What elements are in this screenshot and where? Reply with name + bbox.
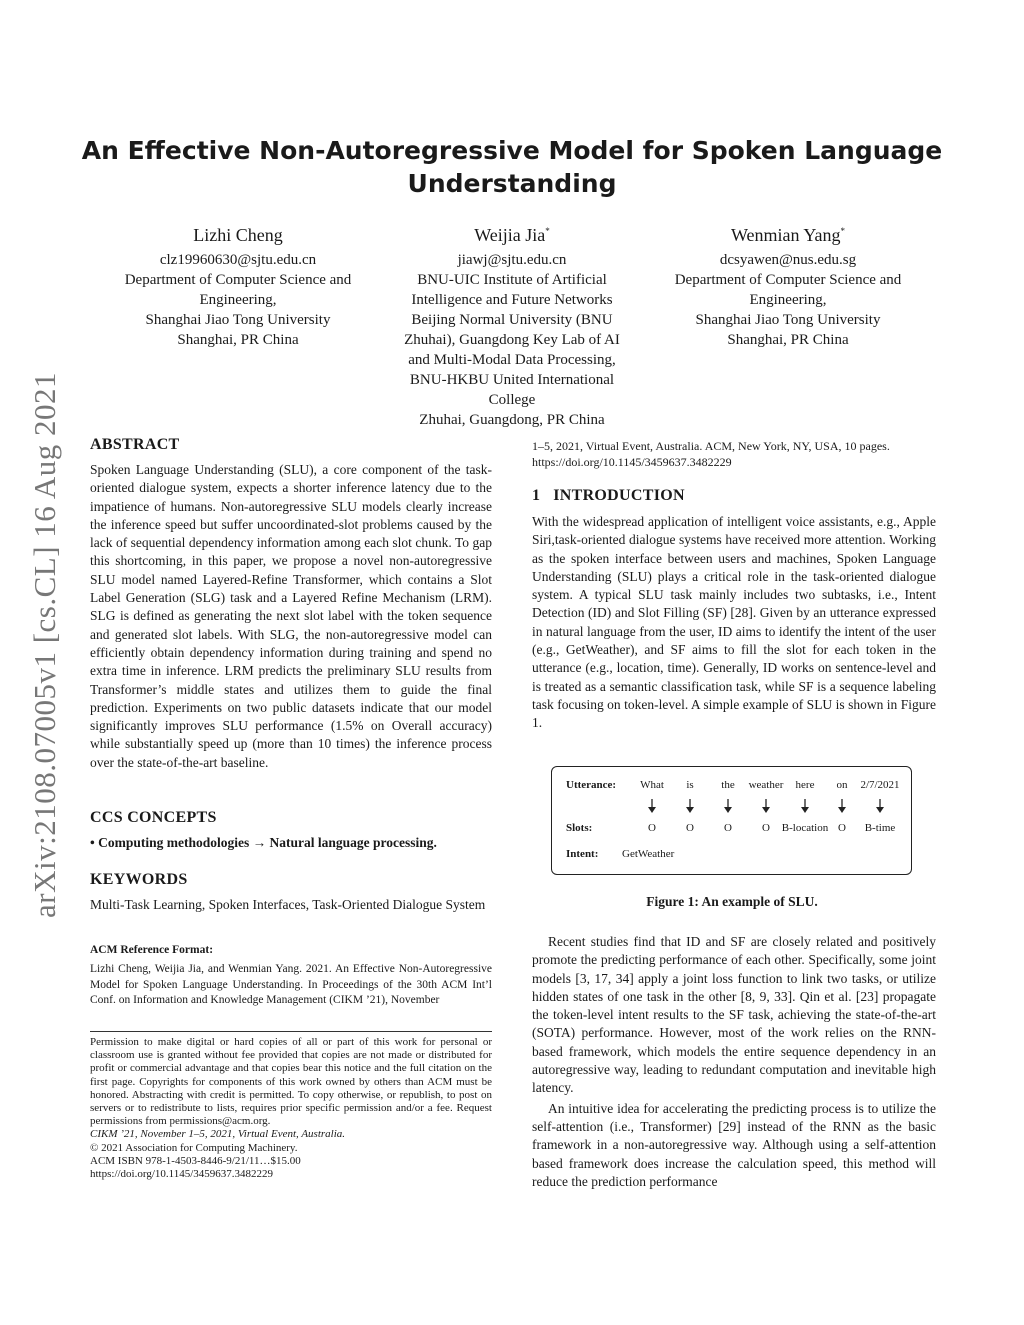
- paragraph-text: An intuitive idea for accelerating the predicting process is to utilize the self-attention (i.e., Transformer) [29] instead of the RNN as the basic framework in a non-autoregressive way. Although using a self-attention based framework does increase the calculation speed, this method will reduce the prediction performance: [532, 1100, 936, 1189]
- down-arrow-icon: [680, 799, 700, 815]
- utterance-token: on: [836, 779, 848, 791]
- section-title: INTRODUCTION: [553, 487, 685, 504]
- utterance-token: the: [721, 779, 735, 791]
- ccs-text: • Computing methodologies → Natural language processing.: [90, 835, 437, 850]
- keywords-heading: KEYWORDS: [90, 871, 188, 888]
- paragraph-text: Recent studies find that ID and SF are closely related and positively promote the predicting performance of each other. Specifically, some joint models [3, 17, 34] apply a joint loss function to link two tasks, or utilize hidden states of one task in the other [8, 9, 33]. Qin et al. [23] propagate the token-level intent results to the SF task, achieving the state-of-the-art (SOTA) performance. However, most of the work relies on the RNN-based framework, which models the entire sequence dependency in an autoregressive way, leading to redundant computation and inevitable high latency.: [532, 934, 936, 1096]
- down-arrow-icon: [870, 799, 890, 815]
- author-affil-line: Shanghai, PR China: [177, 332, 299, 348]
- utterance-token: What: [640, 779, 664, 791]
- author-email: dcsyawen@nus.edu.sg: [719, 252, 857, 268]
- slots-label: Slots:: [566, 822, 593, 834]
- utterance-token: here: [795, 779, 815, 791]
- down-arrow-icon: [795, 799, 815, 815]
- author-affil-line: Zhuhai, Guangdong, PR China: [419, 412, 605, 428]
- author-name: Lizhi Cheng: [193, 225, 283, 245]
- slot-label: B-location: [781, 822, 829, 834]
- author-affil-line: Engineering,: [199, 292, 277, 308]
- author-1: [100, 220, 376, 350]
- slot-label: O: [724, 822, 732, 834]
- author-3: [648, 220, 928, 350]
- author-affil-line: Shanghai Jiao Tong University: [695, 312, 881, 328]
- slot-label: O: [762, 822, 770, 834]
- acm-ref-heading: ACM Reference Format:: [90, 944, 214, 956]
- author-affil-line: Shanghai Jiao Tong University: [145, 312, 331, 328]
- arxiv-stamp: arXiv:2108.07005v1 [cs.CL] 16 Aug 2021: [27, 372, 62, 918]
- permission-text: Permission to make digital or hard copies of all or part of this work for personal or classroom use is granted without fee provided that copies are not made or distributed for profit or commercial advantage and that copies bear this notice and the full citation on the first page. Copyrights for components of this work owned by others than ACM must be honored. Abstracting with credit is permitted. To copy otherwise, or republish, to post on servers or to redistribute to lists, requires prior specific permission and/or a fee. Request permissions from permissions@acm.org.: [90, 1036, 492, 1128]
- intro-paragraph-1: With the widespread application of intelligent voice assistants, e.g., Apple Siri,task-oriented dialogue systems have received more attention. Working as the spoken interface between users and machines, Spoken Language Understanding (SLU) plays a critical role in the task-oriented dialogue system. A typical SLU task mainly includes two subtasks, i.e., Intent Detection (ID) and Slot Filling (SF) [28]. Given by an utterance expressed in natural language from the user, ID aims to identify the intent of the user (e.g., GetWeather), and SF aims to fill the slot for each token in the utterance (e.g., location, time). Generally, ID works on sentence-level and is treated as a semantic classification task, while SF is a sequence labeling task focusing on token-level. A simple example of SLU is shown in Figure 1.: [532, 514, 936, 731]
- intro-paragraph-2: [532, 933, 936, 1191]
- slot-label: O: [648, 822, 656, 834]
- author-affil-line: Zhuhai), Guangdong Key Lab of AI: [404, 332, 620, 348]
- utterance-label: Utterance:: [566, 779, 617, 791]
- paper-title: An Effective Non-Autoregressive Model for Spoken Language Understanding: [81, 136, 943, 198]
- utterance-token: is: [686, 779, 694, 791]
- slot-label: O: [838, 822, 846, 834]
- author-2: [380, 220, 644, 430]
- conference-line: CIKM ’21, November 1–5, 2021, Virtual Event, Australia.: [90, 1128, 346, 1141]
- author-affil-line: Engineering,: [749, 292, 827, 308]
- permission-notice: [90, 1036, 492, 1181]
- author-name: Weijia Jia*: [474, 225, 550, 245]
- footnote-rule: [90, 1031, 492, 1032]
- abstract-heading: ABSTRACT: [90, 436, 180, 453]
- author-affil-line: BNU-UIC Institute of Artificial: [417, 272, 607, 288]
- utterance-token: weather: [748, 779, 784, 791]
- slot-label: B-time: [864, 822, 896, 834]
- section-number: 1: [532, 487, 541, 504]
- doi-line[interactable]: https://doi.org/10.1145/3459637.3482229: [90, 1168, 274, 1181]
- intent-label: Intent:: [566, 848, 599, 860]
- down-arrow-icon: [642, 799, 662, 815]
- slot-label: O: [686, 822, 694, 834]
- keywords-text: Multi-Task Learning, Spoken Interfaces, Task-Oriented Dialogue System: [90, 897, 486, 912]
- author-name: Wenmian Yang*: [730, 225, 846, 245]
- author-affil-line: BNU-HKBU United International: [409, 372, 615, 388]
- acm-ref-text: Lizhi Cheng, Weijia Jia, and Wenmian Yang. 2021. An Effective Non-Autoregressive Model for Spoken Language Understanding. In Proceedings of the 30th ACM Int’l Conf. on Information and Knowledge Management (CIKM ’21), November: [90, 963, 492, 1007]
- copyright-line: © 2021 Association for Computing Machinery.: [90, 1141, 298, 1154]
- intro-heading: [532, 487, 685, 505]
- acm-ref-continued: 1–5, 2021, Virtual Event, Australia. ACM, New York, NY, USA, 10 pages. https://doi.org/10.1145/3459637.3482229: [532, 439, 890, 469]
- down-arrow-icon: [756, 799, 776, 815]
- author-affil-line: Department of Computer Science and: [124, 272, 352, 288]
- ccs-heading: CCS CONCEPTS: [90, 809, 217, 826]
- down-arrow-icon: [832, 799, 852, 815]
- intent-value: GetWeather: [622, 848, 675, 860]
- figure-caption: Figure 1: An example of SLU.: [646, 894, 818, 909]
- isbn-line: ACM ISBN 978-1-4503-8446-9/21/11…$15.00: [90, 1154, 301, 1167]
- abstract-text: Spoken Language Understanding (SLU), a core component of the task-oriented dialogue system, expects a shorter inference latency due to the impatience of humans. Non-autoregressive SLU models clearly increase the inference speed but suffer uncoordinated-slot problems caused by the lack of sequential dependency information among each slot chunk. To gap this shortcoming, in this paper, we propose a novel non-autoregressive SLU model named Layered-Refine Transformer, which contains a Slot Label Generation (SLG) task and a Layered Refine Mechanism (LRM). SLG is defined as generating the next slot label with the token sequence and generated slot labels. With SLG, the non-autoregressive model can efficiently obtain dependency information during training and spend no extra time in inference. LRM predicts the preliminary SLU results from Transformer’s middle states and utilizes them to guide the final prediction. Experiments on two public datasets indicate that our model significantly improves SLU performance (1.5% on Overall accuracy) while substantially speed up (more than 10 times) the inference process over the state-of-the-art baseline.: [90, 462, 492, 770]
- down-arrow-icon: [718, 799, 738, 815]
- author-email: clz19960630@sjtu.edu.cn: [159, 252, 317, 268]
- author-affil-line: College: [488, 392, 536, 408]
- figure-1: [551, 766, 912, 875]
- author-affil-line: Shanghai, PR China: [727, 332, 849, 348]
- author-affil-line: Beijing Normal University (BNU: [411, 312, 613, 328]
- utterance-token: 2/7/2021: [860, 779, 900, 791]
- author-affil-line: Intelligence and Future Networks: [411, 292, 613, 308]
- author-affil-line: Department of Computer Science and: [674, 272, 902, 288]
- author-affil-line: and Multi-Modal Data Processing,: [408, 352, 616, 368]
- author-email: jiawj@sjtu.edu.cn: [457, 252, 567, 268]
